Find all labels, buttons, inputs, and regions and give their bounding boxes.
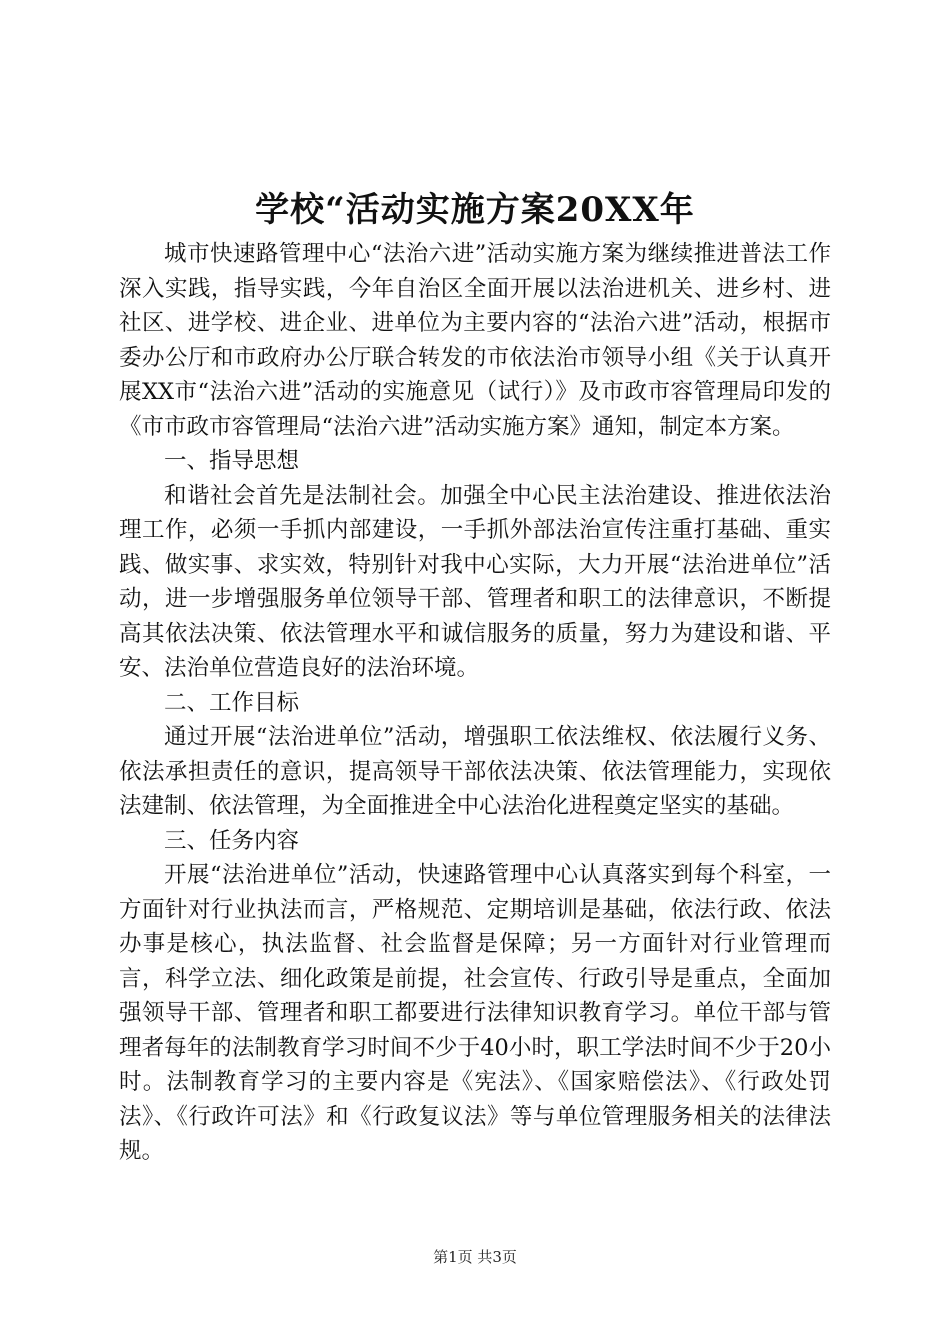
work-goals-paragraph: 通过开展“法治进单位”活动，增强职工依法维权、依法履行义务、依法承担责任的意识，提高领导干部依法决策、依法管理能力，实现依法建制、依法管理，为全面推进全中心法治化进程奠定坚实的基础。 [119, 724, 831, 819]
task-content-paragraph: 开展“法治进单位”活动，快速路管理中心认真落实到每个科室，一方面针对行业执法而言，严格规范、定期培训是基础，依法行政、依法办事是核心，执法监督、社会监督是保障；另一方面针对行业管理而言，科学立法、细化政策是前提，社会宣传、行政引导是重点，全面加强领导干部、管理者和职工都要进行法律知识教育学习。单位干部与管理者每年的法制教育学习时间不少于40小时，职工学法时间不少于20小时。法制教育学习的主要内容是《宪法》、《国家赔偿法》、《行政处罚法》、《行政许可法》和《行政复议法》等与单位管理服务相关的法律法规。 [119, 862, 831, 1164]
document-title: 学校“活动实施方案20XX年 [255, 190, 695, 230]
guiding-ideology-paragraph: 和谐社会首先是法制社会。加强全中心民主法治建设、推进依法治理工作，必须一手抓内部建设，一手抓外部法治宣传注重打基础、重实践、做实事、求实效，特别针对我中心实际，大力开展“法治进单位”活动，进一步增强服务单位领导干部、管理者和职工的法律意识，不断提高其依法决策、依法管理水平和诚信服务的质量，努力为建设和谐、平安、法治单位营造良好的法治环境。 [119, 482, 831, 681]
page-number-footer: 第1页 共3页 [433, 1248, 517, 1266]
intro-paragraph: 城市快速路管理中心“法治六进”活动实施方案为继续推进普法工作深入实践，指导实践，今年自治区全面开展以法治进机关、进乡村、进社区、进学校、进企业、进单位为主要内容的“法治六进”活动，根据市委办公厅和市政府办公厅联合转发的市依法治市领导小组《关于认真开展XX市“法治六进”活动的实施意见（试行）》及市政市容管理局印发的《市市政市容管理局“法治六进”活动实施方案》通知，制定本方案。 [119, 241, 831, 440]
section-heading-task-content: 三、任务内容 [164, 827, 300, 854]
section-heading-work-goals: 二、工作目标 [164, 689, 300, 716]
section-heading-guiding-ideology: 一、指导思想 [164, 448, 300, 474]
document-body [119, 237, 831, 1169]
